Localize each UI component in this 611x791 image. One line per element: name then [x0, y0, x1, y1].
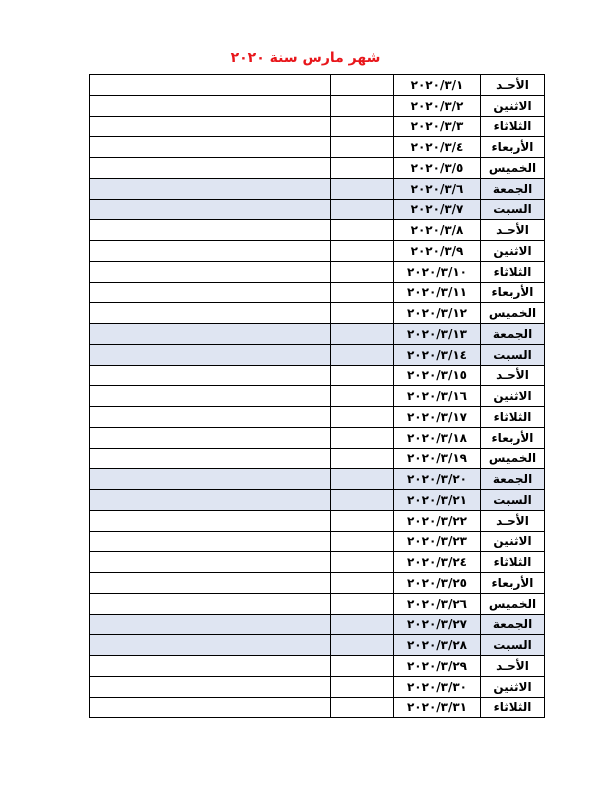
day-name-cell: الأحـد [481, 220, 545, 241]
notes-cell[interactable] [90, 199, 331, 220]
notes-cell[interactable] [90, 344, 331, 365]
notes-cell[interactable] [90, 697, 331, 718]
table-row [90, 614, 545, 635]
empty-cell[interactable] [331, 324, 394, 345]
table-row [90, 220, 545, 241]
notes-cell[interactable] [90, 158, 331, 179]
table-row [90, 448, 545, 469]
table-row [90, 365, 545, 386]
table-row [90, 137, 545, 158]
empty-cell[interactable] [331, 573, 394, 594]
empty-cell[interactable] [331, 531, 394, 552]
notes-cell[interactable] [90, 324, 331, 345]
day-name-cell: الجمعة [481, 614, 545, 635]
empty-cell[interactable] [331, 261, 394, 282]
day-name-cell: السبت [481, 635, 545, 656]
table-row [90, 95, 545, 116]
day-name-cell: الأحـد [481, 510, 545, 531]
date-cell: ٢٠٢٠/٣/٢٩ [394, 656, 481, 677]
notes-cell[interactable] [90, 303, 331, 324]
day-name-cell: الأربعاء [481, 573, 545, 594]
table-row [90, 75, 545, 96]
notes-cell[interactable] [90, 75, 331, 96]
table-row [90, 324, 545, 345]
empty-cell[interactable] [331, 365, 394, 386]
day-name-cell: السبت [481, 199, 545, 220]
notes-cell[interactable] [90, 510, 331, 531]
table-row [90, 199, 545, 220]
empty-cell[interactable] [331, 510, 394, 531]
empty-cell[interactable] [331, 593, 394, 614]
notes-cell[interactable] [90, 635, 331, 656]
calendar-body [90, 75, 545, 718]
notes-cell[interactable] [90, 282, 331, 303]
table-row [90, 282, 545, 303]
date-cell: ٢٠٢٠/٣/١٨ [394, 427, 481, 448]
notes-cell[interactable] [90, 220, 331, 241]
table-row [90, 676, 545, 697]
day-name-cell: الاثنين [481, 386, 545, 407]
date-cell: ٢٠٢٠/٣/٦ [394, 178, 481, 199]
day-name-cell: الثلاثاء [481, 116, 545, 137]
table-row [90, 261, 545, 282]
empty-cell[interactable] [331, 552, 394, 573]
empty-cell[interactable] [331, 469, 394, 490]
notes-cell[interactable] [90, 116, 331, 137]
notes-cell[interactable] [90, 614, 331, 635]
day-name-cell: الأحـد [481, 656, 545, 677]
table-row [90, 490, 545, 511]
table-row [90, 510, 545, 531]
date-cell: ٢٠٢٠/٣/٣٠ [394, 676, 481, 697]
empty-cell[interactable] [331, 303, 394, 324]
table-row [90, 178, 545, 199]
notes-cell[interactable] [90, 261, 331, 282]
empty-cell[interactable] [331, 75, 394, 96]
day-name-cell: الخميس [481, 593, 545, 614]
table-row [90, 531, 545, 552]
table-row [90, 427, 545, 448]
empty-cell[interactable] [331, 448, 394, 469]
empty-cell[interactable] [331, 697, 394, 718]
table-row [90, 386, 545, 407]
date-cell: ٢٠٢٠/٣/١٣ [394, 324, 481, 345]
day-name-cell: الأربعاء [481, 427, 545, 448]
table-row [90, 407, 545, 428]
day-name-cell: الثلاثاء [481, 407, 545, 428]
date-cell: ٢٠٢٠/٣/٢١ [394, 490, 481, 511]
empty-cell[interactable] [331, 635, 394, 656]
empty-cell[interactable] [331, 178, 394, 199]
date-cell: ٢٠٢٠/٣/٥ [394, 158, 481, 179]
empty-cell[interactable] [331, 158, 394, 179]
date-cell: ٢٠٢٠/٣/٤ [394, 137, 481, 158]
date-cell: ٢٠٢٠/٣/١٥ [394, 365, 481, 386]
notes-cell[interactable] [90, 593, 331, 614]
day-name-cell: الخميس [481, 448, 545, 469]
notes-cell[interactable] [90, 490, 331, 511]
empty-cell[interactable] [331, 95, 394, 116]
day-name-cell: الاثنين [481, 531, 545, 552]
notes-cell[interactable] [90, 95, 331, 116]
table-row [90, 593, 545, 614]
table-row [90, 635, 545, 656]
empty-cell[interactable] [331, 344, 394, 365]
table-row [90, 552, 545, 573]
empty-cell[interactable] [331, 116, 394, 137]
day-name-cell: السبت [481, 344, 545, 365]
table-row [90, 469, 545, 490]
day-name-cell: الاثنين [481, 241, 545, 262]
empty-cell[interactable] [331, 676, 394, 697]
date-cell: ٢٠٢٠/٣/٢٠ [394, 469, 481, 490]
date-cell: ٢٠٢٠/٣/١٤ [394, 344, 481, 365]
page-title: شهر مارس سنة ٢٠٢٠ [230, 50, 381, 66]
day-name-cell: الجمعة [481, 324, 545, 345]
notes-cell[interactable] [90, 469, 331, 490]
date-cell: ٢٠٢٠/٣/١ [394, 75, 481, 96]
empty-cell[interactable] [331, 137, 394, 158]
date-cell: ٢٠٢٠/٣/١٩ [394, 448, 481, 469]
date-cell: ٢٠٢٠/٣/٢٤ [394, 552, 481, 573]
empty-cell[interactable] [331, 490, 394, 511]
notes-cell[interactable] [90, 676, 331, 697]
table-row [90, 344, 545, 365]
empty-cell[interactable] [331, 614, 394, 635]
notes-cell[interactable] [90, 386, 331, 407]
notes-cell[interactable] [90, 137, 331, 158]
day-name-cell: الخميس [481, 158, 545, 179]
notes-cell[interactable] [90, 427, 331, 448]
day-name-cell: الأربعاء [481, 137, 545, 158]
date-cell: ٢٠٢٠/٣/١٢ [394, 303, 481, 324]
empty-cell[interactable] [331, 386, 394, 407]
notes-cell[interactable] [90, 178, 331, 199]
notes-cell[interactable] [90, 531, 331, 552]
date-cell: ٢٠٢٠/٣/٧ [394, 199, 481, 220]
empty-cell[interactable] [331, 427, 394, 448]
empty-cell[interactable] [331, 241, 394, 262]
notes-cell[interactable] [90, 552, 331, 573]
date-cell: ٢٠٢٠/٣/١٦ [394, 386, 481, 407]
date-cell: ٢٠٢٠/٣/١٠ [394, 261, 481, 282]
calendar-table [89, 74, 545, 718]
day-name-cell: الاثنين [481, 95, 545, 116]
empty-cell[interactable] [331, 656, 394, 677]
day-name-cell: الجمعة [481, 178, 545, 199]
table-row [90, 656, 545, 677]
date-cell: ٢٠٢٠/٣/٩ [394, 241, 481, 262]
notes-cell[interactable] [90, 241, 331, 262]
notes-cell[interactable] [90, 365, 331, 386]
date-cell: ٢٠٢٠/٣/٢٨ [394, 635, 481, 656]
day-name-cell: الثلاثاء [481, 552, 545, 573]
date-cell: ٢٠٢٠/٣/١٧ [394, 407, 481, 428]
table-row [90, 116, 545, 137]
empty-cell[interactable] [331, 282, 394, 303]
date-cell: ٢٠٢٠/٣/٨ [394, 220, 481, 241]
table-row [90, 573, 545, 594]
day-name-cell: الأربعاء [481, 282, 545, 303]
date-cell: ٢٠٢٠/٣/٢٣ [394, 531, 481, 552]
table-row [90, 697, 545, 718]
day-name-cell: الجمعة [481, 469, 545, 490]
empty-cell[interactable] [331, 407, 394, 428]
day-name-cell: الأحـد [481, 75, 545, 96]
date-cell: ٢٠٢٠/٣/٢ [394, 95, 481, 116]
date-cell: ٢٠٢٠/٣/٢٧ [394, 614, 481, 635]
table-row [90, 241, 545, 262]
table-row [90, 158, 545, 179]
date-cell: ٢٠٢٠/٣/١١ [394, 282, 481, 303]
day-name-cell: الخميس [481, 303, 545, 324]
table-row [90, 303, 545, 324]
day-name-cell: الأحـد [481, 365, 545, 386]
date-cell: ٢٠٢٠/٣/٢٢ [394, 510, 481, 531]
date-cell: ٢٠٢٠/٣/٣١ [394, 697, 481, 718]
date-cell: ٢٠٢٠/٣/٢٥ [394, 573, 481, 594]
day-name-cell: الاثنين [481, 676, 545, 697]
empty-cell[interactable] [331, 220, 394, 241]
day-name-cell: الثلاثاء [481, 261, 545, 282]
date-cell: ٢٠٢٠/٣/٢٦ [394, 593, 481, 614]
date-cell: ٢٠٢٠/٣/٣ [394, 116, 481, 137]
notes-cell[interactable] [90, 407, 331, 428]
notes-cell[interactable] [90, 448, 331, 469]
notes-cell[interactable] [90, 656, 331, 677]
day-name-cell: الثلاثاء [481, 697, 545, 718]
day-name-cell: السبت [481, 490, 545, 511]
notes-cell[interactable] [90, 573, 331, 594]
empty-cell[interactable] [331, 199, 394, 220]
